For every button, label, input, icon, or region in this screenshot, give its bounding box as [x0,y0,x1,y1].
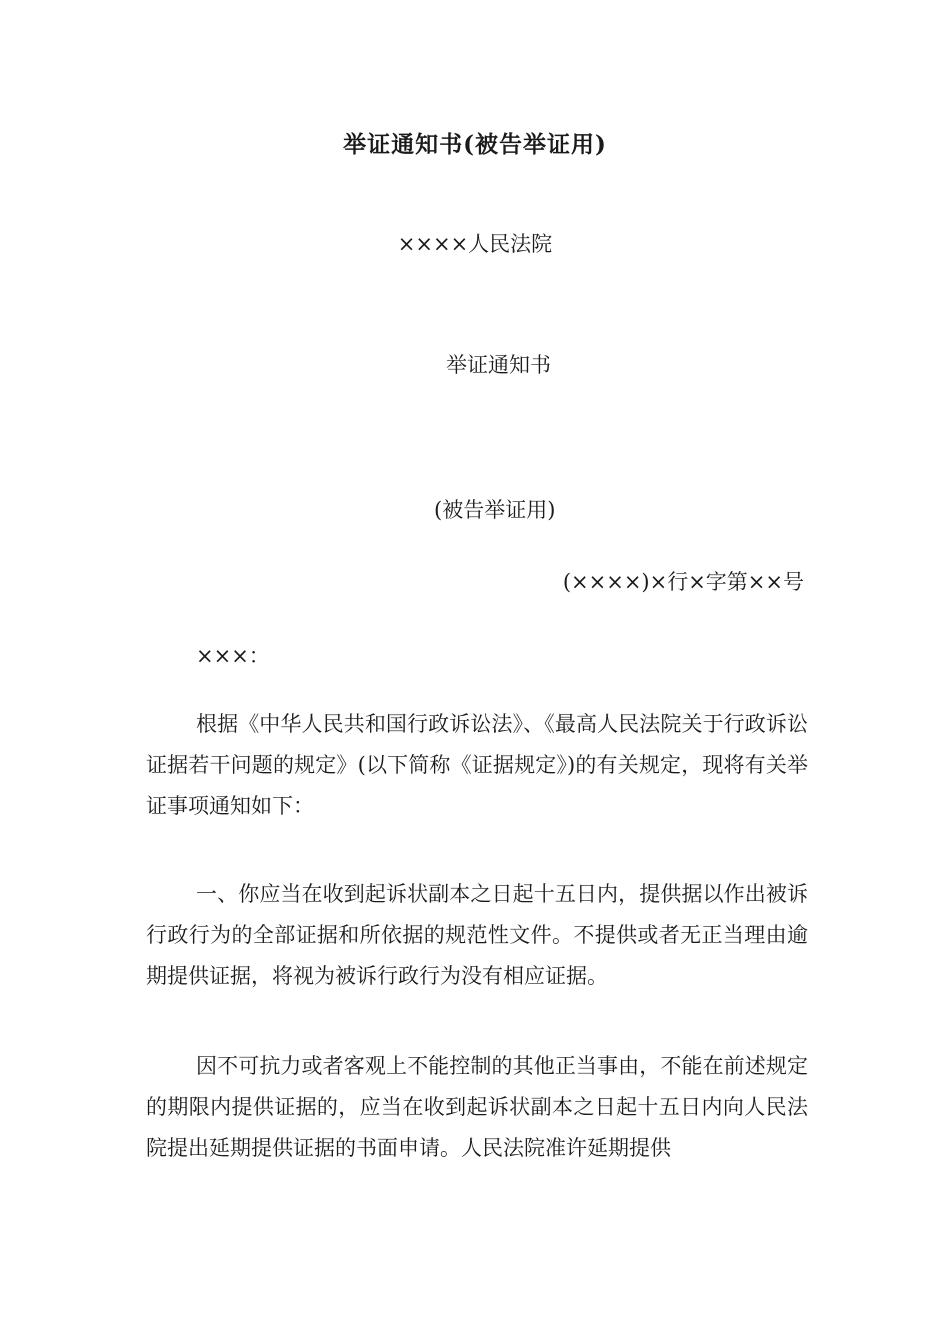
paragraph-extension: 因不可抗力或者客观上不能控制的其他正当事由，不能在前述规定的期限内提供证据的，应当在收到起诉状副本之日起十五日内向人民法院提出延期提供证据的书面申请。人民法院准许延期提供 [146,1054,808,1160]
notice-name: 举证通知书 [446,353,551,377]
case-number: (××××)×行×字第××号 [562,570,804,594]
court-name: ××××人民法院 [397,232,553,256]
paragraph-item-one: 一、你应当在收到起诉状副本之日起十五日内，提供据以作出被诉行政行为的全部证据和所依据的规范性文件。不提供或者无正当理由逾期提供证据，将视为被诉行政行为没有相应证据。 [146,882,808,988]
paragraph-intro: 根据《中华人民共和国行政诉讼法》、《最高人民法院关于行政诉讼证据若干问题的规定》(以下简称《证据规定》)的有关规定，现将有关举证事项通知如下： [146,712,808,818]
notice-subtitle: (被告举证用) [434,498,556,522]
addressee: ×××： [196,644,270,668]
document-title: 举证通知书(被告举证用) [343,131,607,158]
